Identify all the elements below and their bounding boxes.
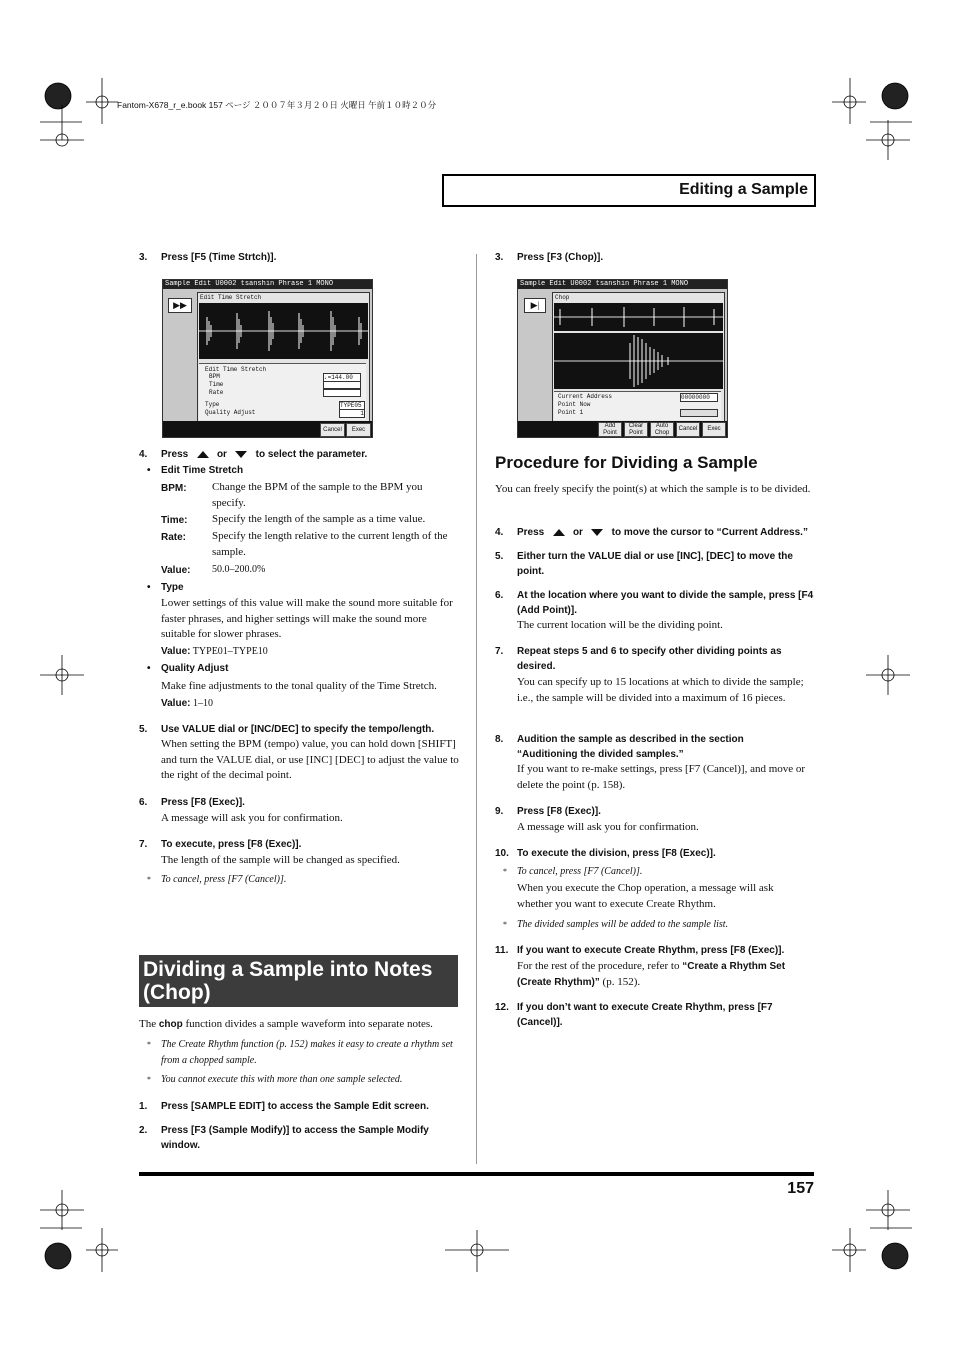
time-stretch-screenshot [162,279,373,438]
step-body: A message will ask you for confirmation. [517,821,699,833]
chop-heading-box [139,955,458,1007]
chop-screenshot [517,279,728,438]
quality-param: Quality Adjust [205,409,256,416]
window-title: Chop [555,294,570,301]
sample-icon: ▶▶ [168,298,192,313]
type-value: TYPE05 [339,401,365,410]
cancel-button: Cancel [676,422,700,437]
create-rhythm-ref: “Create a Rhythm Set (Create Rhythm)” [517,961,786,988]
step-number: 7. [139,839,148,850]
exec-button: Exec [702,422,726,437]
step-text: Repeat steps 5 and 6 to specify other dividing points as desired. [517,646,782,672]
step-body-post: (p. 152). [599,975,641,988]
value-label: Value: [161,698,191,709]
press-word: Press [161,449,189,460]
column-divider [476,254,477,1164]
note-marker: * [503,920,507,929]
chop-intro-post: function divides a sample waveform into separate notes. [182,1018,433,1030]
step-body [517,959,815,990]
point-now-param: Point Now [558,401,591,408]
screen-title: Sample Edit U0002 tsanshin Phrase 1 MONO [518,280,727,289]
note-cancel: To cancel, press [F7 (Cancel)]. [161,874,287,885]
note-marker: * [147,1040,151,1049]
page-number: 157 [787,1180,814,1197]
cancel-button: Cancel [320,423,345,437]
step-text: Press [F8 (Exec)]. [517,806,601,817]
step-number: 3. [495,252,504,263]
rate-param: Rate [209,389,224,396]
step-body: When setting the BPM (tempo) value, you can hold down [SHIFT] and turn the VALUE dial, or use [INC] [DEC] to adjust the value to the right of the decimal point. [161,738,459,781]
window-title: Edit Time Stretch [200,294,262,301]
type-heading: Type [161,582,184,593]
quality-desc: Make fine adjustments to the tonal quality of the Time Stretch. [161,680,437,692]
step-number: 1. [139,1101,148,1112]
step-number: 4. [495,527,504,538]
chop-body: When you execute the Chop operation, a message will ask whether you want to execute Create Rhythm. [517,882,774,910]
press-word: Press [517,527,545,538]
edit-time-stretch-heading: Edit Time Stretch [161,465,244,476]
step-text: If you want to execute Create Rhythm, press [F8 (Exec)]. [517,945,785,956]
current-address-value: 00000000 [680,393,718,402]
note-marker: * [147,875,151,884]
type-value: TYPE01–TYPE10 [192,646,268,657]
time-value-box [323,381,361,389]
rate-label: Rate: [161,532,187,543]
params-panel [199,363,366,420]
step-number: 12. [495,1002,509,1013]
step-number: 6. [495,590,504,601]
note-marker: * [503,867,507,876]
step-text: Use VALUE dial or [INC/DEC] to specify the tempo/length. [161,724,435,735]
step-text: To execute, press [F8 (Exec)]. [161,839,302,850]
time-label: Time: [161,515,188,526]
step-number: 7. [495,646,504,657]
type-param: Type [205,401,220,408]
chop-params [554,391,721,420]
time-desc: Specify the length of the sample as a time value. [212,513,426,525]
step-text: Audition the sample as described in the section “Auditioning the divided samples.” [517,734,744,760]
rate-desc: Specify the length relative to the current length of the sample. [212,530,448,558]
step-number: 11. [495,945,509,956]
type-desc: Lower settings of this value will make the sound more suitable for faster phrases, and higher settings will make the sound more suitable for slower phrases. [161,597,453,640]
edit-window [197,292,370,422]
waveform [199,303,368,359]
screen-title: Sample Edit U0002 tsanshin Phrase 1 MONO [163,280,372,289]
procedure-heading: Procedure for Dividing a Sample [495,453,758,472]
note-rhythm: The Create Rhythm function (p. 152) makes it easy to create a rhythm set from a chopped sample. [161,1039,453,1066]
or-word: or [216,449,227,460]
procedure-intro: You can freely specify the point(s) at which the sample is to be divided. [495,483,811,495]
time-param: Time [209,381,224,388]
step-text: Press [F3 (Sample Modify)] to access the Sample Modify window. [161,1125,429,1151]
step-text [161,447,367,462]
current-address-param: Current Address [558,393,613,400]
note-multi: You cannot execute this with more than one sample selected. [161,1074,403,1085]
cursor-down-icon [591,529,603,536]
exec-button: Exec [346,423,371,437]
cursor-up-icon [197,451,209,458]
note-marker: * [147,1075,151,1084]
chop-intro-pre: The [139,1018,159,1030]
bpm-label: BPM: [161,483,187,494]
step-number: 3. [139,252,148,263]
step-text: At the location where you want to divide the sample, press [F4 (Add Point)]. [517,590,814,616]
step-body-pre: For the rest of the procedure, refer to [517,960,683,972]
overview-waveform [554,303,723,331]
step-number: 10. [495,848,509,859]
point-1-value-box [680,409,718,417]
cursor-down-icon [235,451,247,458]
type-value-line [161,644,268,660]
note-added: The divided samples will be added to the sample list. [517,919,729,930]
chop-word: chop [158,1019,183,1030]
step-text: Either turn the VALUE dial or use [INC], [DEC] to move the point. [517,551,793,577]
section-title: Editing a Sample [679,181,808,198]
step-number: 6. [139,797,148,808]
quality-value: 1 [339,409,365,418]
step-body: You can specify up to 15 locations at which to divide the sample; i.e., the sample will be divided into a maximum of 16 pieces. [517,676,804,704]
or-word: or [572,527,583,538]
footer-rule [139,1172,814,1176]
step-body: A message will ask you for confirmation. [161,812,343,824]
bullet: • [147,663,151,674]
auto-chop-button: Auto Chop [650,422,674,437]
bpm-desc: Change the BPM of the sample to the BPM you specify. [212,481,423,509]
step-body: If you want to re-make settings, press [F7 (Cancel)], and move or delete the point (p. 158). [517,763,806,791]
step-number: 8. [495,734,504,745]
note-cancel: To cancel, press [F7 (Cancel)]. [517,866,643,877]
add-point-button: Add Point [598,422,622,437]
chop-heading: Dividing a Sample into Notes (Chop) [143,958,433,1004]
quality-value: 1–10 [192,698,213,709]
point-1-param: Point 1 [558,409,584,416]
step-body: The length of the sample will be changed as specified. [161,854,400,866]
step-text: Press [F8 (Exec)]. [161,797,245,808]
chop-window [552,292,725,422]
step-text: To execute the division, press [F8 (Exec)]. [517,848,716,859]
step-text: If you don’t want to execute Create Rhythm, press [F7 (Cancel)]. [517,1002,773,1028]
bpm-value: ♩=144.00 [323,373,361,382]
panel-title: Edit Time Stretch [205,366,267,373]
step-text: Press [F3 (Chop)]. [517,252,604,263]
file-info: Fantom-X678_r_e.book 157 ページ ２００７年３月２０日 火曜日 午前１０時２０分 [117,100,437,110]
chop-intro [139,1017,459,1033]
rate-value-box [323,389,361,397]
bullet: • [147,582,151,593]
step-number: 2. [139,1125,148,1136]
bullet: • [147,465,151,476]
quality-heading: Quality Adjust [161,663,229,674]
step-text-rest: to move the cursor to “Current Address.” [611,527,808,538]
cursor-up-icon [553,529,565,536]
value-label: Value: [161,646,191,657]
step-number: 5. [139,724,148,735]
section-title-box [442,174,816,207]
rate-value: 50.0–200.0% [212,564,266,575]
value-label: Value: [161,565,191,576]
step-text: Press [F5 (Time Strtch)]. [161,252,277,263]
step-text-rest: to select the parameter. [255,449,368,460]
step-number: 4. [139,449,148,460]
step-body: The current location will be the dividing point. [517,619,723,631]
step-text: Press [SAMPLE EDIT] to access the Sample Edit screen. [161,1101,429,1112]
step-text [517,525,817,540]
clear-point-button: Clear Point [624,422,648,437]
zoom-waveform [554,333,723,389]
step-number: 5. [495,551,504,562]
bpm-param: BPM [209,373,220,380]
quality-value-line [161,696,213,712]
step-number: 9. [495,806,504,817]
chop-icon: ▶| [524,298,546,313]
